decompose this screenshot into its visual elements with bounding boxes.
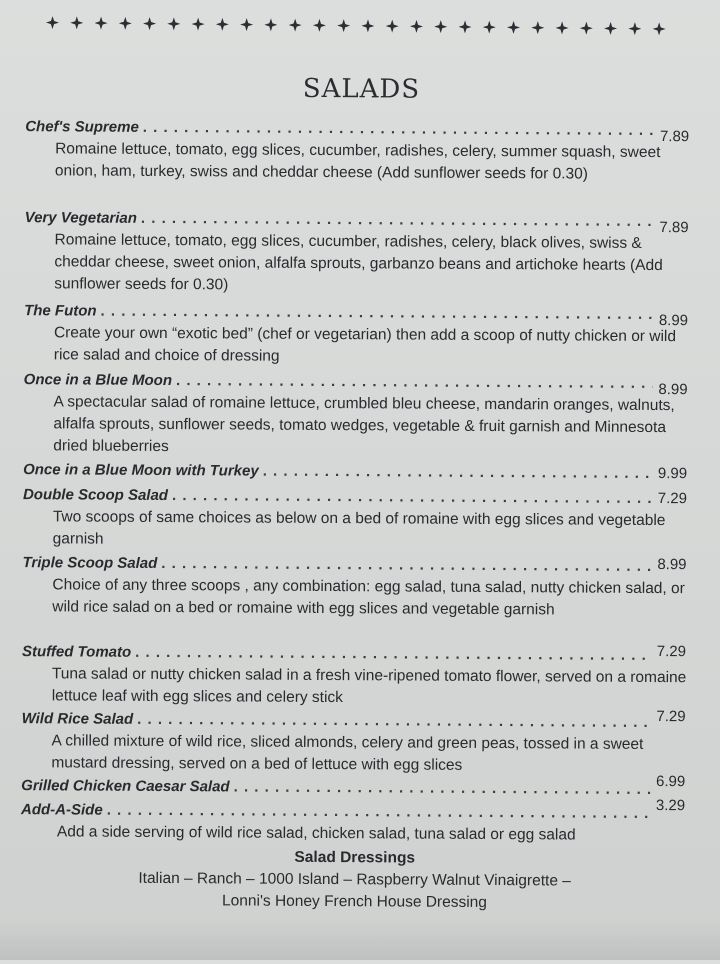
dot-leader	[141, 209, 654, 232]
menu-item-price: 9.99	[657, 465, 688, 483]
menu-item-description: Create your own “exotic bed” (chef or vegetarian) then add a scoop of nutty chicken or wild rice salad and choice of dressing	[53, 324, 677, 365]
menu-item-name: Very Vegetarian	[24, 209, 138, 227]
dressings-list-line2: Lonni's Honey French House Dressing	[222, 892, 487, 911]
menu-item-name: Once in a Blue Moon with Turkey	[23, 461, 259, 480]
menu-item-row	[22, 709, 686, 733]
menu-item-row	[22, 553, 686, 577]
menu-item-name: Once in a Blue Moon	[23, 371, 173, 390]
menu-item-price: 8.99	[657, 556, 687, 574]
menu-item-name: Chef's Supreme	[25, 118, 139, 136]
menu-item-name: Add-A-Side	[21, 801, 103, 819]
menu-item-price: 7.89	[659, 219, 689, 237]
menu-item-very-vegetarian	[0, 208, 719, 294]
menu-item-description: A spectacular salad of romaine lettuce, crumbled bleu cheese, mandarin oranges, walnuts, alfalfa sprouts, sunflower seeds, tomato wedges, vegetable & fruit garnish and Minnesota dried blueberries	[53, 393, 675, 456]
dressings-heading: Salad Dressings	[294, 848, 416, 867]
menu-item-add-a-side	[0, 797, 715, 844]
menu-item-description: Choice of any three scoops , any combination: egg salad, tuna salad, nutty chicken salad, or wild rice salad on a bed or romaine with egg slices and vegetable garnish	[52, 576, 685, 619]
menu-item-price: 3.29	[655, 797, 686, 815]
dot-leader	[172, 486, 652, 509]
menu-item-double-scoop-salad	[0, 485, 717, 548]
menu-item-description: Tuna salad or nutty chicken salad in a fresh vine-ripened tomato flower, served on a romaine lettuce leaf with egg slices and celery stick	[51, 665, 687, 707]
dot-leader	[101, 302, 653, 325]
menu-item-row	[24, 301, 689, 330]
menu-item-description: Two scoops of same choices as below on a bed of romaine with egg slices and vegetable garnish	[52, 508, 666, 548]
menu-item-row	[21, 797, 686, 824]
menu-item-description: A chilled mixture of wild rice, sliced almonds, celery and green peas, tossed in a sweet mustard dressing, served on a bed of lettuce with egg slices	[51, 732, 644, 774]
menu-item-the-futon	[0, 301, 718, 365]
page-title: SALADS	[302, 73, 421, 105]
menu-item-name: The Futon	[24, 302, 97, 320]
dot-leader	[176, 371, 653, 394]
menu-item-row	[25, 117, 690, 146]
dot-leader	[161, 554, 651, 577]
menu-item-price: 7.29	[657, 490, 688, 508]
menu-item-row	[22, 642, 686, 666]
dressings-list-line1: Italian – Ranch – 1000 Island – Raspberry Walnut Vinaigrette –	[138, 869, 571, 890]
menu-item-name: Wild Rice Salad	[21, 710, 134, 728]
dot-leader	[135, 643, 651, 666]
menu-item-name: Grilled Chicken Caesar Salad	[21, 777, 230, 796]
menu-item-row	[23, 370, 688, 399]
menu-item-once-in-a-blue-moon	[0, 370, 718, 456]
menu-item-name: Triple Scoop Salad	[22, 554, 158, 572]
menu-item-row	[24, 208, 689, 237]
menu-item-stuffed-tomato	[0, 642, 716, 707]
dot-leader	[107, 801, 650, 824]
dot-leader	[234, 777, 650, 800]
menu-item-price: 8.99	[658, 381, 688, 399]
menu-item-price: 7.89	[659, 128, 690, 146]
menu-item-description: Romaine lettuce, tomato, egg slices, cucumber, radishes, celery, black olives, swiss & cheddar cheese, sweet onion, alfalfa sprouts, garbanzo beans and artichoke hearts (Add sunflower seeds for 0.30)	[54, 231, 663, 294]
menu-item-price: 7.29	[656, 643, 687, 661]
menu-item-price: 6.99	[655, 773, 686, 791]
menu-item-description: Add a side serving of wild rice salad, chicken salad, tuna salad or egg salad	[56, 823, 576, 844]
menu-item-name: Double Scoop Salad	[22, 486, 169, 505]
menu-item-row	[21, 773, 686, 800]
menu-item-description: Romaine lettuce, tomato, egg slices, cucumber, radishes, celery, summer squash, sweet onion, ham, turkey, swiss and cheddar cheese (Add sunflower seeds for 0.30)	[54, 140, 661, 183]
dot-leader	[143, 118, 654, 141]
page-shadow	[0, 920, 720, 960]
menu-item-price: 7.29	[656, 708, 686, 726]
menu-item-row	[23, 485, 687, 509]
dot-leader	[263, 462, 652, 484]
menu-item-name: Stuffed Tomato	[21, 643, 132, 661]
menu-item-price: 8.99	[658, 312, 689, 330]
menu-item-row	[23, 460, 687, 484]
salad-dressings	[0, 845, 715, 915]
menu-item-chefs-supreme	[0, 117, 719, 183]
dot-leader	[137, 710, 650, 733]
